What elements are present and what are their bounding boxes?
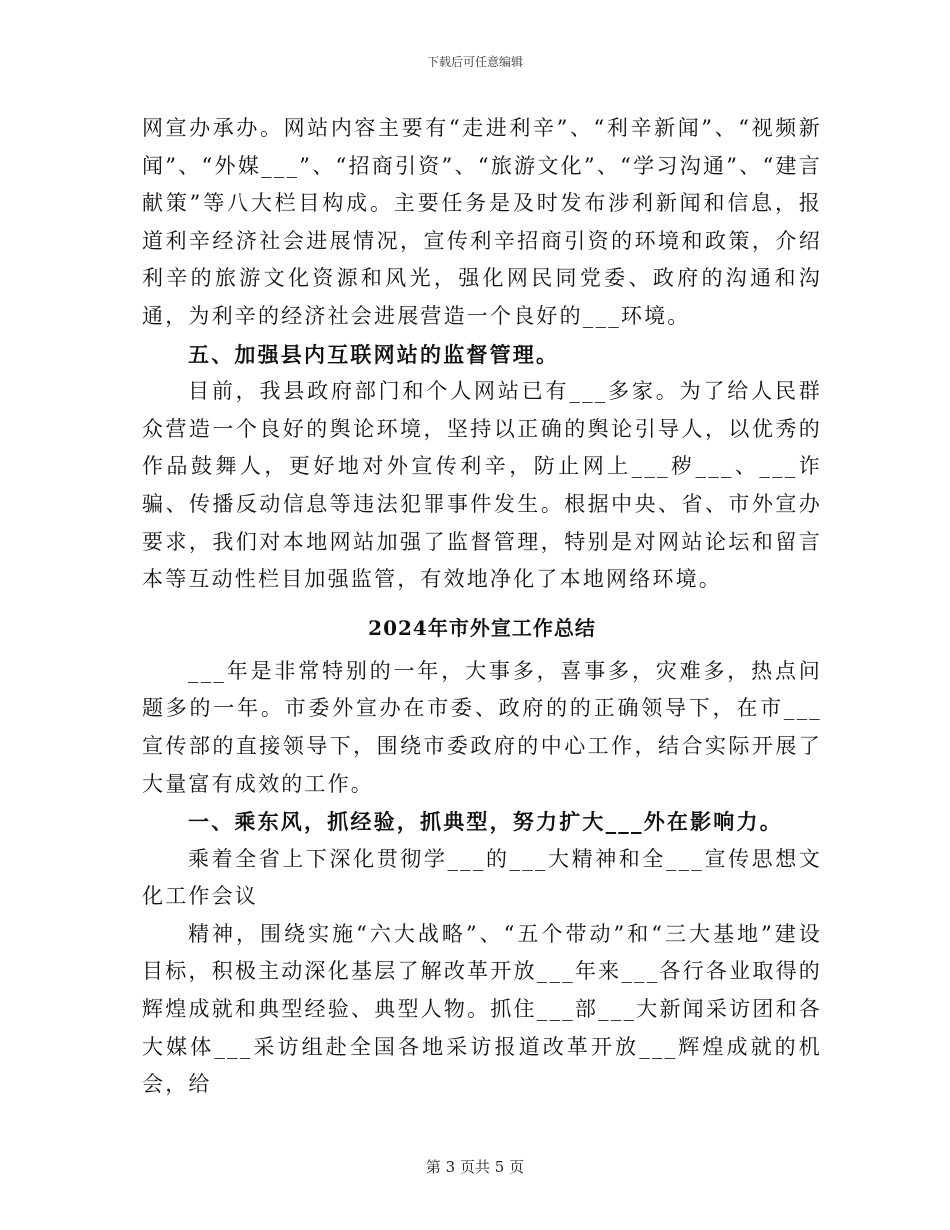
document-body [142,110,822,1104]
paragraph-1a: 乘着全省上下深化贯彻学___的___大精神和全___宣传思想文化工作会议 [142,846,822,909]
paragraph-intro: ___年是非常特别的一年，大事多，喜事多，灾难多，热点问题多的一年。市委外宣办在市委、政府的的正确领导下，在市___宣传部的直接领导下，围绕市委政府的中心工作，结合实际开展了大量富有成效的工作。 [142,658,822,796]
section-heading-5: 五、加强县内互联网站的监督管理。 [188,341,560,367]
paragraph-continued: 网宣办承办。网站内容主要有“走进利辛”、“利辛新闻”、“视频新闻”、“外媒___”、“招商引资”、“旅游文化”、“学习沟通”、“建言献策”等八大栏目构成。主要任务是及时发布涉利新闻和信息，报道利辛经济社会进展情况，宣传利辛招商引资的环境和政策，介绍利辛的旅游文化资源和风光，强化网民同党委、政府的沟通和沟通，为利辛的经济社会进展营造一个良好的___环境。 [142,116,822,328]
paragraph-5: 目前，我县政府部门和个人网站已有___多家。为了给人民群众营造一个良好的舆论环境，坚持以正确的舆论引导人，以优秀的作品鼓舞人，更好地对外宣传利辛，防止网上___秽___、___诈骗、传播反动信息等违法犯罪事件发生。根据中央、省、市外宣办要求，我们对本地网站加强了监督管理，特别是对网站论坛和留言本等互动性栏目加强监管，有效地净化了本地网络环境。 [142,379,822,592]
page-footer: 第 3 页共 5 页 [425,1158,525,1176]
paragraph-1b: 精神，围绕实施“六大战略”、“五个带动”和“三大基地”建设目标，积极主动深化基层了解改革开放___年来___各行各业取得的辉煌成就和典型经验、典型人物。抓住___部___大新闻采访团和各大媒体___采访组赴全国各地采访报道改革开放___辉煌成就的机会，给 [142,921,822,1097]
document-title: 2024年市外宣工作总结 [368,615,596,640]
page-header: 下载后可任意编辑 [426,55,523,69]
section-heading-1: 一、乘东风，抓经验，抓典型，努力扩大___外在影响力。 [188,809,783,835]
